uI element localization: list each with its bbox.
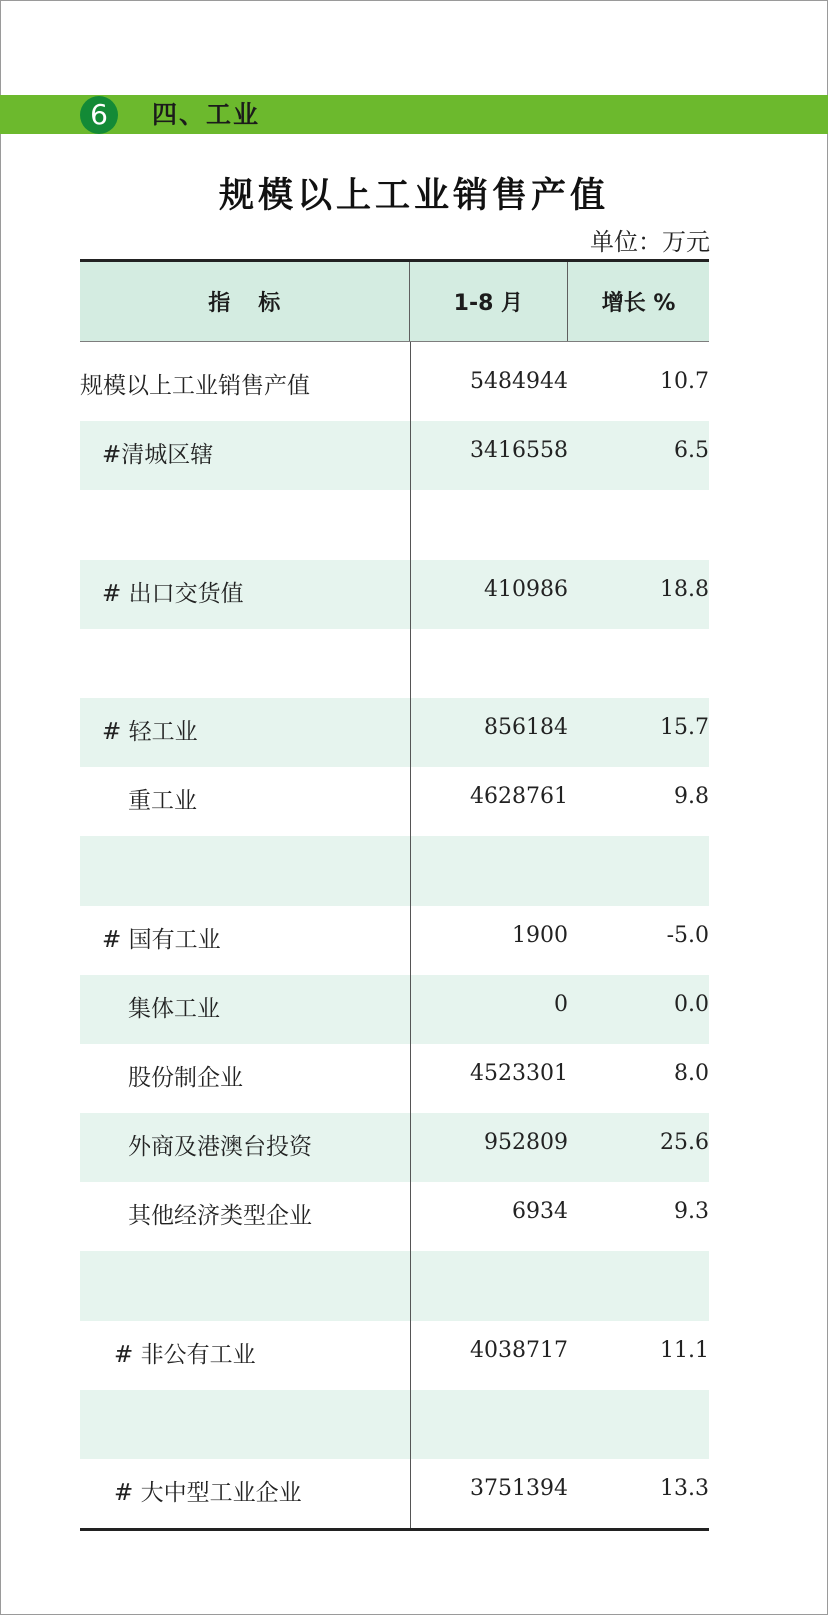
row-value [410,490,568,559]
row-label: # 非公有工业 [114,1341,256,1368]
table-body [80,342,709,1528]
row-label: # 国有工业 [102,926,221,953]
row-label: 规模以上工业销售产值 [80,373,310,399]
row-label: # 出口交货值 [102,580,244,607]
row-value: 6934 [512,1199,568,1225]
table-row [80,906,709,975]
row-value: 4523301 [470,1060,568,1086]
table-row [80,490,709,559]
table-row [80,1044,709,1113]
table-header [80,262,709,342]
row-label [80,490,410,559]
row-label [80,1390,410,1459]
row-growth: 13.3 [660,1476,709,1501]
row-growth: 25.6 [660,1130,709,1156]
row-growth: 15.7 [660,714,709,740]
row-label: 重工业 [128,788,197,815]
table-row [80,975,709,1044]
row-label [80,629,410,698]
row-label: # 大中型工业企业 [114,1480,302,1506]
table-row [80,560,709,629]
data-table [80,259,709,1531]
unit-label: 单位：万元 [590,228,710,256]
row-value: 856184 [484,714,568,740]
table-title: 规模以上工业销售产值 [218,176,609,216]
table-row [80,1182,709,1251]
section-title: 四、工业 [152,100,261,129]
row-label: 其他经济类型企业 [128,1203,312,1230]
row-value: 3416558 [470,438,568,464]
row-label [80,1251,410,1320]
header-period: 1-8 月 [410,262,569,341]
row-value: 5484944 [470,369,568,394]
row-label: 股份制企业 [128,1064,243,1091]
row-label: #清城区辖 [102,442,214,469]
row-growth [568,490,709,559]
row-growth: 8.0 [674,1060,709,1086]
row-value: 410986 [484,576,568,602]
table-row [80,836,709,905]
row-growth: 10.7 [660,369,709,394]
row-growth: -5.0 [666,922,709,948]
row-growth [568,1251,709,1320]
row-label: 外商及港澳台投资 [128,1134,312,1161]
row-value [410,629,568,698]
column-divider [410,342,411,1528]
row-growth: 9.3 [674,1199,709,1225]
page-number-badge: 6 [80,96,118,134]
row-value: 4038717 [470,1337,568,1363]
row-growth: 11.1 [660,1337,709,1363]
row-value [410,836,568,905]
table-row [80,1113,709,1182]
table-bottom-rule [80,1528,709,1531]
table-row [80,1459,709,1528]
table-row [80,1251,709,1320]
table-row [80,698,709,767]
row-value [410,1251,568,1320]
row-growth: 9.8 [674,784,709,810]
table-row [80,421,709,490]
row-label [80,836,410,905]
row-label: 集体工业 [128,995,220,1022]
table-row [80,1321,709,1390]
table-row [80,629,709,698]
table-row [80,767,709,836]
row-growth: 6.5 [674,438,709,464]
row-growth [568,1390,709,1459]
row-value [410,1390,568,1459]
row-value: 952809 [484,1130,568,1156]
row-growth [568,629,709,698]
row-value: 3751394 [470,1476,568,1501]
table-row [80,352,709,421]
table-row [80,1390,709,1459]
header-growth: 增长 % [601,291,676,316]
section-header-bar [0,95,828,134]
row-value: 1900 [512,922,568,948]
row-value: 4628761 [470,784,568,810]
row-growth: 18.8 [660,576,709,602]
row-growth [568,836,709,905]
row-value: 0 [554,991,568,1017]
row-label: # 轻工业 [102,718,198,745]
row-growth: 0.0 [674,991,709,1017]
header-indicator: 指标 [80,262,410,341]
